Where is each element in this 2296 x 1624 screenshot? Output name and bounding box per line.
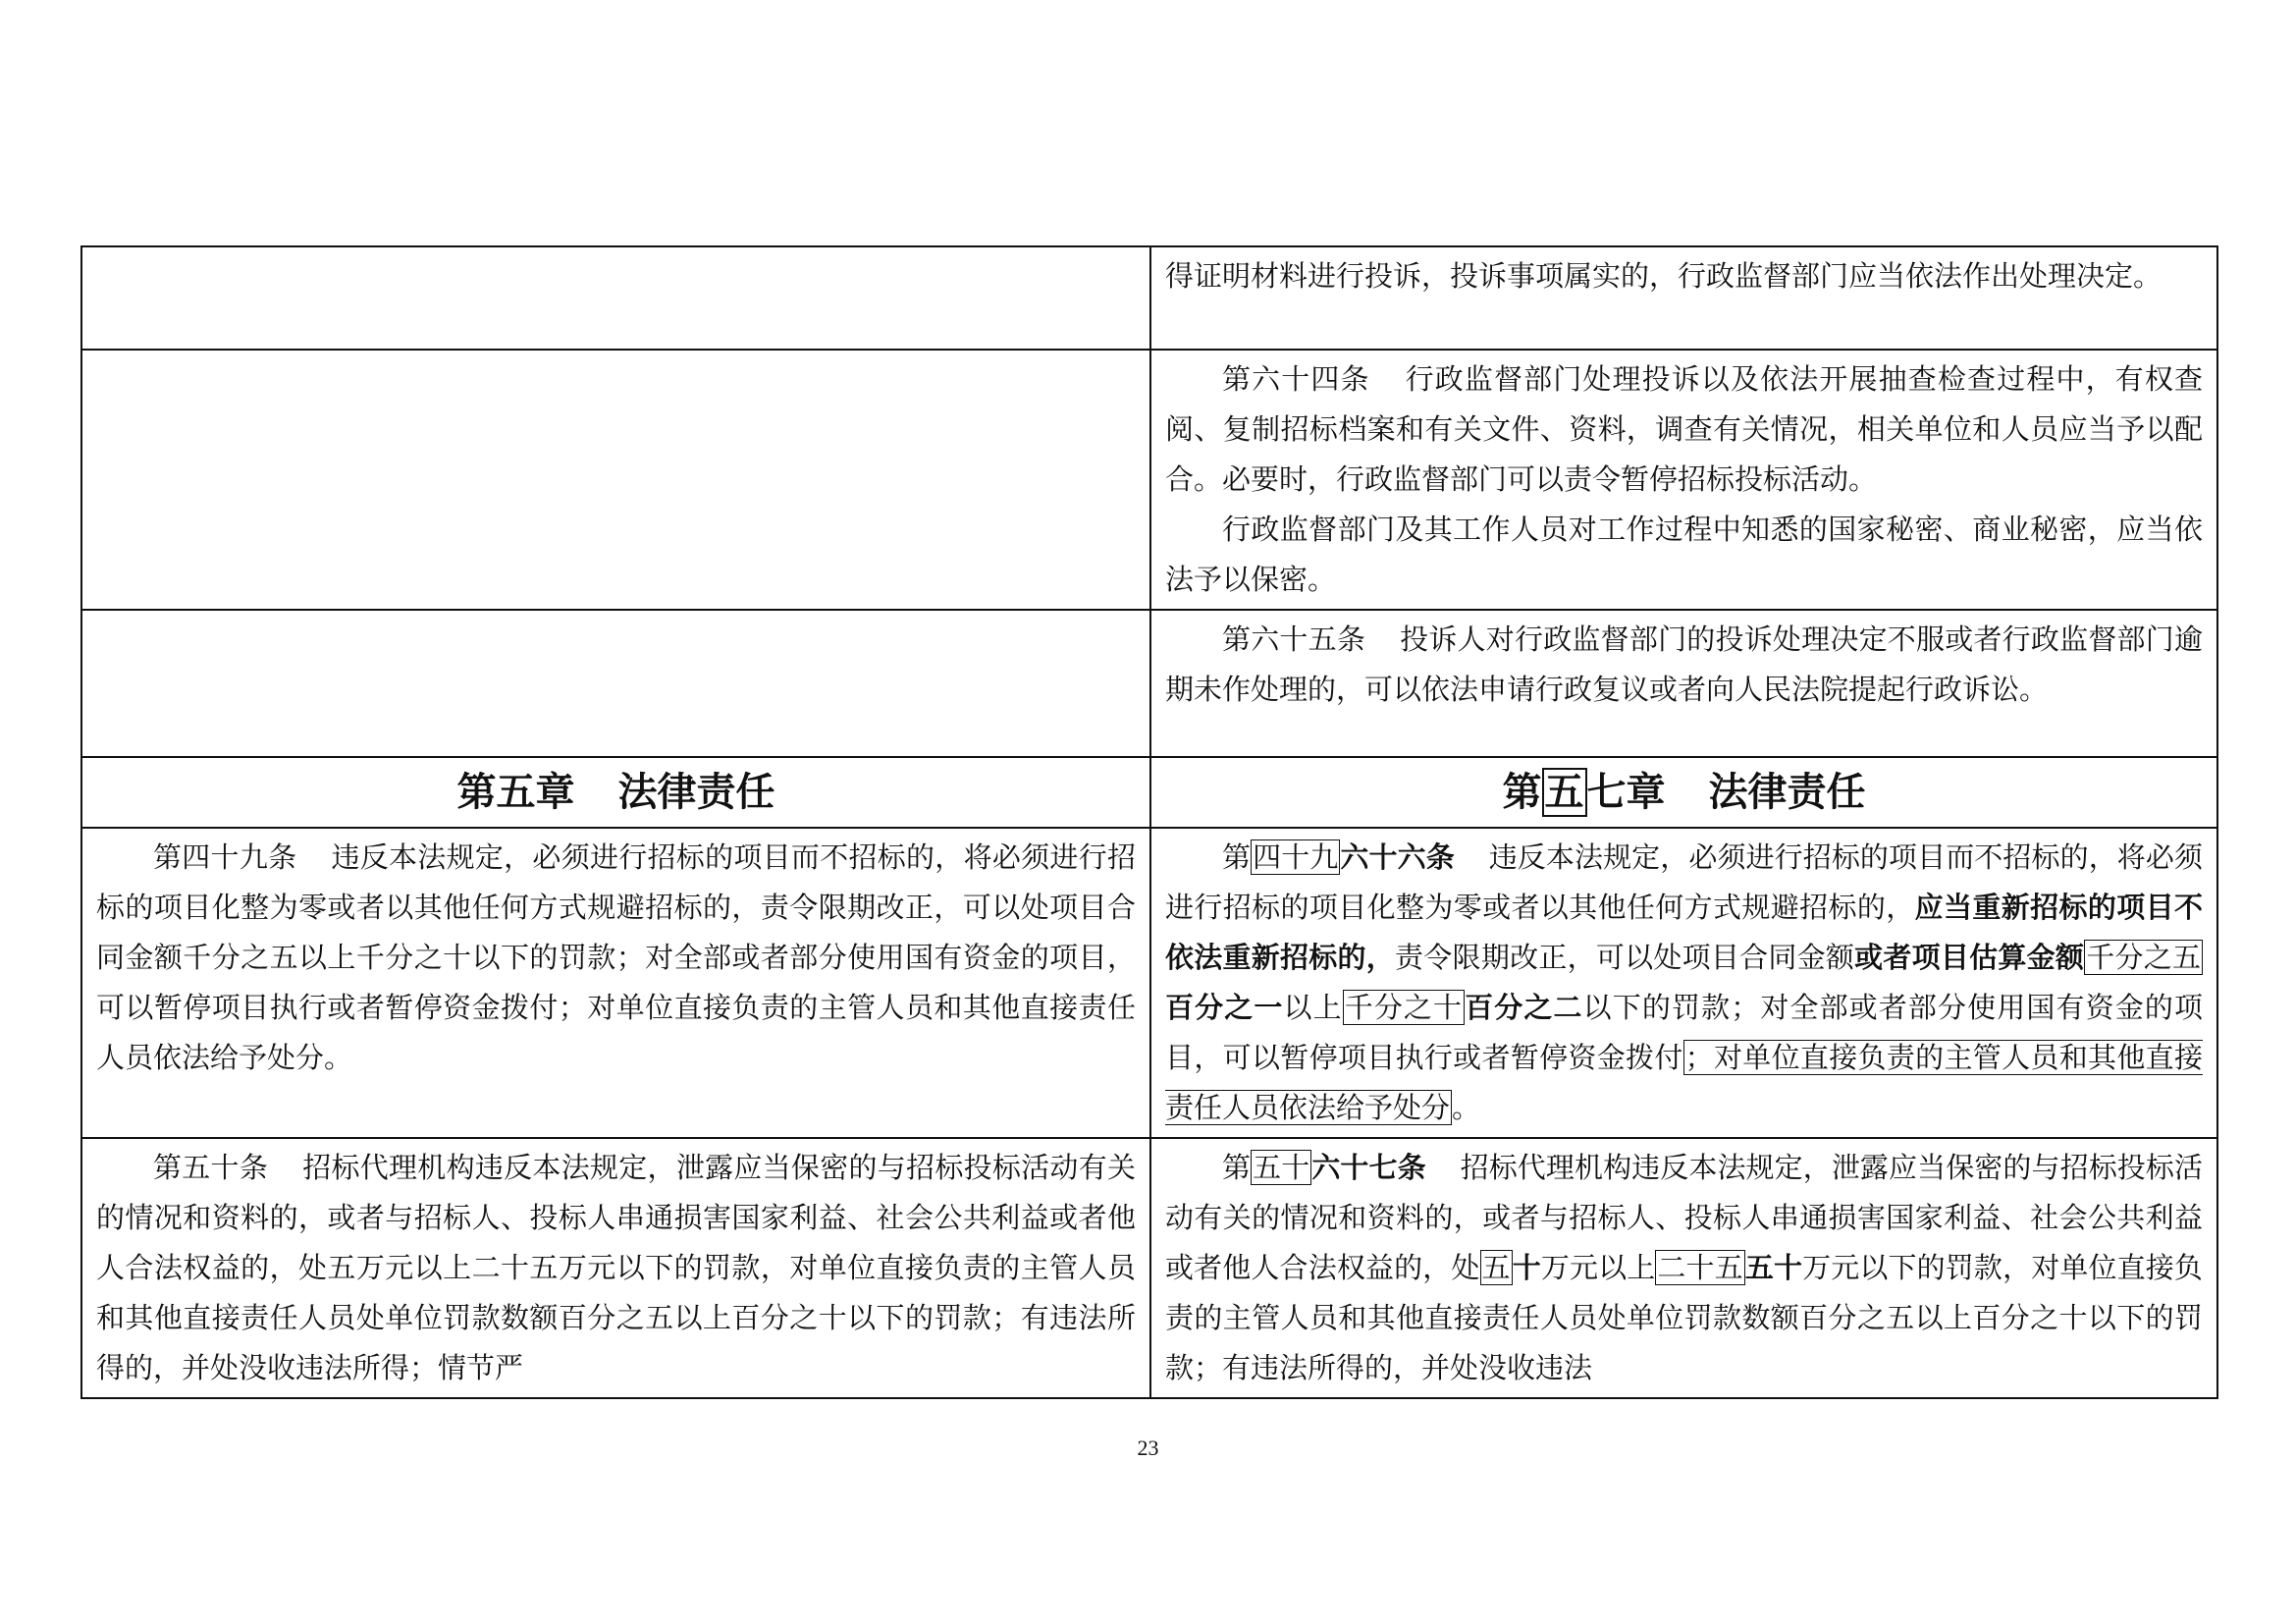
left-cell-empty [81,350,1150,610]
old-article-49 [96,833,1136,1083]
left-chapter-heading: 第五章 法律责任 [81,757,1150,828]
article-64-paragraph-1 [1165,354,2203,505]
page-number: 23 [1137,1435,1159,1460]
right-chapter-heading: 第五七章 法律责任 [1150,757,2217,828]
new-article-66: 第四十九六十六条 违反本法规定，必须进行招标的项目而不招标的，将必须进行招标的项目化整为零或者以其他任何方式规避招标的，应当重新招标的项目不依法重新招标的，责令限期改正，可以处项目合同金额或者项目估算金额千分之五百分之一以上千分之十百分之二以下的罚款；对全部或者部分使用国有资金的项目，可以暂停项目执行或者暂停资金拨付；对单位直接负责的主管人员和其他直接责任人员依法给予处分。 [1165,840,2203,1124]
right-cell-article-66 [1150,828,2217,1138]
inserted-text: 五十 [1744,1251,1803,1284]
deleted-text-box: 五 [1542,768,1587,817]
table-row [81,610,2217,757]
inserted-text: 应当重新招标的项目不依法重新招标的， [1165,891,2203,974]
old-article-49-number: 第四十九条 [153,840,297,874]
article-65-number: 第六十五条 [1222,623,1366,656]
table-row [81,350,2217,610]
old-article-50-number: 第五十条 [153,1151,269,1184]
table-row [81,828,2217,1138]
right-cell-article-67 [1150,1138,2217,1398]
left-cell-empty [81,246,1150,350]
table-row [81,1138,2217,1398]
inserted-text: 百分之一 [1165,991,1284,1024]
article-64-text: 行政监督部门处理投诉以及依法开展抽查检查过程中，有权查阅、复制招标档案和有关文件、资料，调查有关情况，相关单位和人员应当予以配合。必要时，行政监督部门可以责令暂停招标投标活动。 [1165,362,2203,496]
article-65-text: 投诉人对行政监督部门的投诉处理决定不服或者行政监督部门逾期未作处理的，可以依法申请行政复议或者向人民法院提起行政诉讼。 [1165,623,2203,706]
comparison-table [80,245,2218,1399]
deleted-text-box: 四十九 [1253,840,1339,874]
deleted-text-box: 五十 [1253,1151,1310,1184]
table-row [81,246,2217,350]
inserted-text: 六十六条 [1340,840,1455,874]
article-64-number: 第六十四条 [1222,362,1370,396]
deleted-text-box: ；对单位直接负责的主管人员和其他直接责任人员依法给予处分 [1165,1041,2203,1124]
old-article-49-text: 违反本法规定，必须进行招标的项目而不招标的，将必须进行招标的项目化整为零或者以其他任何方式规避招标的，责令限期改正，可以处项目合同金额千分之五以上千分之十以下的罚款；对全部或者部分使用国有资金的项目，可以暂停项目执行或者暂停资金拨付；对单位直接负责的主管人员和其他直接责任人员依法给予处分。 [96,840,1136,1074]
new-article-67: 第五十六十七条 招标代理机构违反本法规定，泄露应当保密的与招标投标活动有关的情况和资料的，或者与招标人、投标人串通损害国家利益、社会公共利益或者他人合法权益的，处五十万元以上二十五五十万元以下的罚款，对单位直接负责的主管人员和其他直接责任人员处单位罚款数额百分之五以上百分之十以下的罚款；有违法所得的，并处没收违法 [1165,1151,2203,1384]
article-64-paragraph-2: 行政监督部门及其工作人员对工作过程中知悉的国家秘密、商业秘密，应当依法予以保密。 [1165,513,2203,596]
right-cell-article-65 [1150,610,2217,757]
deleted-text-box: 千分之五 [2086,941,2201,974]
right-cell-article-63-continuation [1150,246,2217,350]
deleted-text-box: 五 [1481,1251,1511,1284]
inserted-text: 六十七条 [1311,1151,1426,1184]
continuation-text: 得证明材料进行投诉，投诉事项属实的，行政监督部门应当依法作出处理决定。 [1165,259,2163,293]
right-cell-article-64 [1150,350,2217,610]
chapter-heading-row [81,757,2217,828]
inserted-text: 十 [1512,1251,1541,1284]
old-article-50 [96,1143,1136,1393]
old-article-50-text: 招标代理机构违反本法规定，泄露应当保密的与招标投标活动有关的情况和资料的，或者与招标人、投标人串通损害国家利益、社会公共利益或者他人合法权益的，处五万元以上二十五万元以下的罚款，对单位直接负责的主管人员和其他直接责任人员处单位罚款数额百分之五以上百分之十以下的罚款；有违法所得的，并处没收违法所得；情节严 [96,1151,1136,1384]
inserted-text: 七章 [1586,770,1666,815]
inserted-text: 百分之二 [1465,991,1583,1024]
deleted-text-box: 二十五 [1657,1251,1743,1284]
deleted-text-box: 千分之十 [1344,991,1464,1024]
left-cell-article-49 [81,828,1150,1138]
left-cell-empty [81,610,1150,757]
inserted-text: 或者项目估算金额 [1854,941,2085,974]
article-65-paragraph [1165,615,2203,715]
left-cell-article-50 [81,1138,1150,1398]
